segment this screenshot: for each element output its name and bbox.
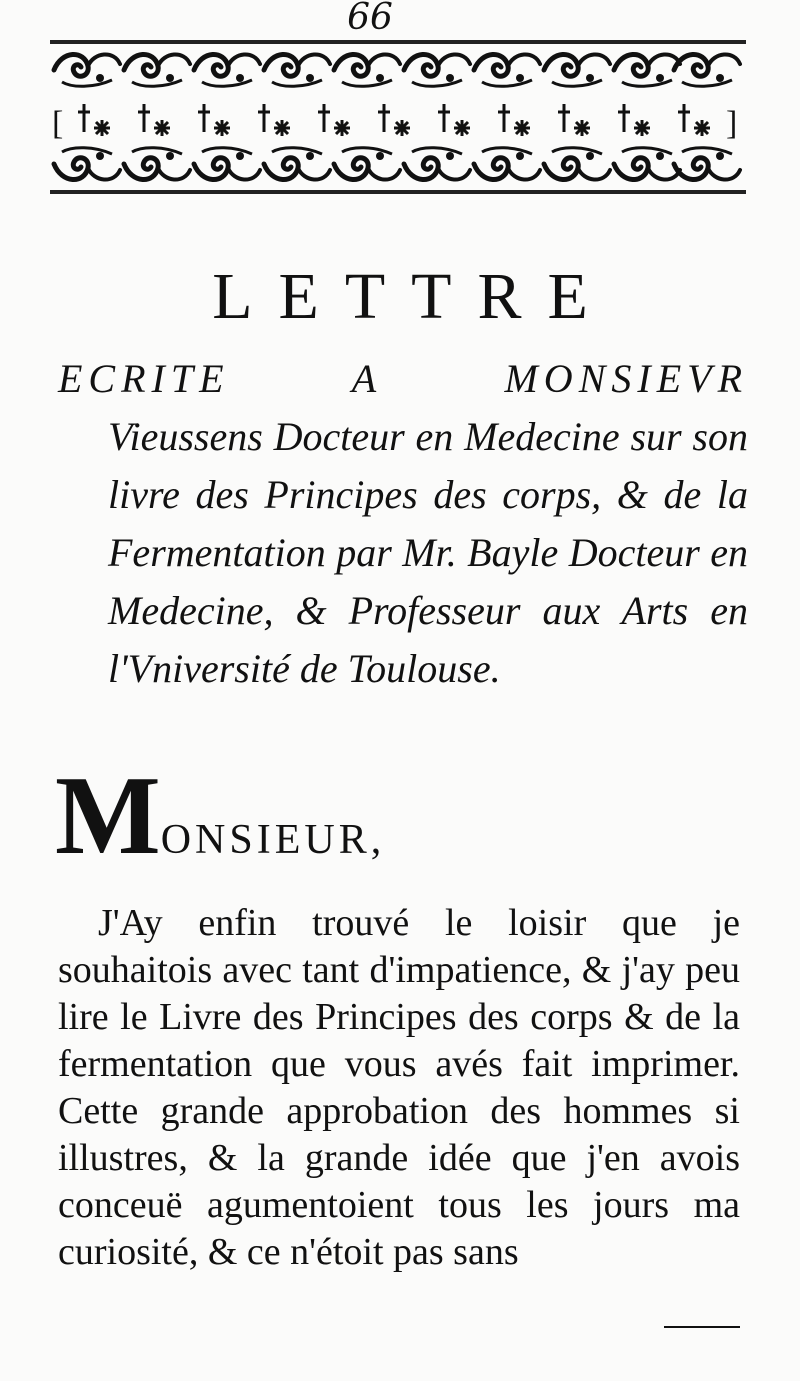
page-number: 66	[347, 0, 393, 38]
ornament-bottom-scrolls	[54, 148, 740, 180]
letter-title: LETTRE	[212, 260, 614, 333]
salutation	[55, 754, 386, 878]
drop-cap: M	[55, 754, 161, 878]
ornament-header-band	[50, 38, 746, 198]
ornament-top-scrolls	[54, 54, 740, 86]
subtitle-rest: Vieussens Docteur en Medecine sur son livre des Principes des corps, & de la Fermentation par Mr. Bayle Docteur en Medecine, & Professeur aux Arts en l'Vniversité de Toulouse.	[108, 414, 748, 691]
svg-text:[: [	[52, 105, 64, 142]
body-text: J'Ay enfin trouvé le loisir que je souhaitois avec tant d'impatience, & j'ay peu lire le Livre des Principes des corps & de la fermentation que vous avés fait imprimer. Cette grande approbation des hommes si illustres, & la grande idée que j'en avois conceuë agumentoient tous les jours ma curiosité, & ce n'étoit pas sans	[58, 902, 740, 1273]
underline-mark	[664, 1326, 740, 1328]
svg-text:]: ]	[726, 105, 738, 142]
ornament-cross-row	[78, 104, 710, 136]
subtitle-first-line: ECRITE A MONSIEVR	[58, 356, 748, 401]
body-paragraph	[58, 900, 740, 1276]
salutation-rest: ONSIEUR,	[160, 817, 386, 863]
letter-subtitle	[58, 350, 748, 698]
